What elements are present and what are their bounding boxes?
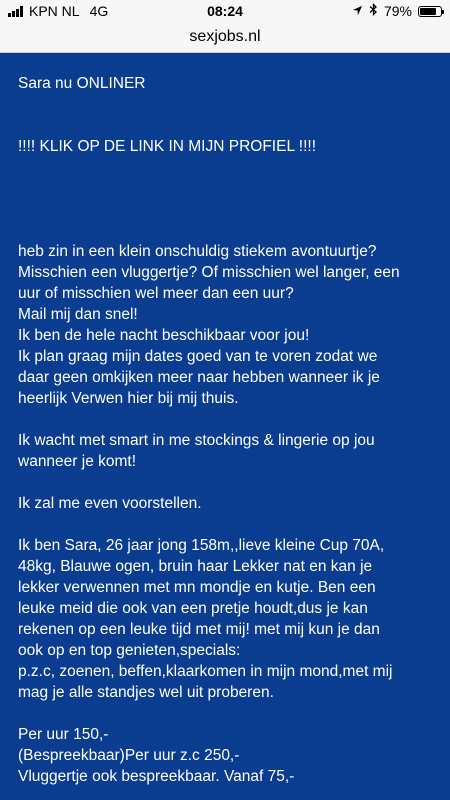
price-line: Vluggertje ook bespreekbaar. Vanaf 75,- — [18, 768, 295, 785]
profile-link-notice: !!!! KLIK OP DE LINK IN MIJN PROFIEL !!!! — [18, 138, 317, 155]
body-line: Ik wacht met smart in me stockings & lingerie op jou — [18, 432, 375, 449]
post-title: Sara nu ONLINER — [18, 75, 146, 92]
battery-percentage: 79% — [383, 3, 412, 19]
body-line: heb zin in een klein onschuldig stiekem avontuurtje? — [18, 243, 377, 260]
description-text — [18, 535, 432, 703]
body-line: Ik ben de hele nacht beschikbaar voor jou! — [18, 327, 310, 344]
body-line: leuke meid die ook van een pretje houdt,dus je kan — [18, 600, 368, 617]
body-line: Ik ben Sara, 26 jaar jong 158m,,lieve kleine Cup 70A, — [18, 537, 385, 554]
body-line: mag je alle standjes wel uit proberen. — [18, 684, 274, 701]
carrier-name: KPN NL — [29, 3, 80, 19]
body-line: 48kg, Blauwe ogen, bruin haar Lekker nat en kan je — [18, 558, 373, 575]
bluetooth-icon — [369, 3, 378, 19]
body-line: ook op en top genieten,specials: — [18, 642, 241, 659]
price-line: (Bespreekbaar)Per uur z.c 250,- — [18, 747, 240, 764]
status-right — [352, 3, 442, 19]
address-bar[interactable] — [0, 22, 450, 53]
clock: 08:24 — [207, 3, 243, 19]
battery-icon — [418, 6, 442, 17]
wait-text — [18, 430, 432, 472]
body-line: rekenen op een leuke tijd met mij! met mij kun je dan — [18, 621, 380, 638]
network-type: 4G — [89, 3, 109, 19]
body-line: daar geen omkijken meer naar hebben wanneer ik je — [18, 369, 380, 386]
body-line: Misschien een vluggertje? Of misschien wel langer, een — [18, 264, 400, 281]
body-text — [18, 241, 432, 409]
intro-text: Ik zal me even voorstellen. — [18, 495, 202, 512]
body-line: lekker verwennen met mn mondje en kutje. Ben een — [18, 579, 376, 596]
body-line: p.z.c, zoenen, beffen,klaarkomen in mijn mond,met mij — [18, 663, 393, 680]
body-line: Mail mij dan snel! — [18, 306, 138, 323]
body-line: uur of misschien wel meer dan een uur? — [18, 285, 294, 302]
price-list — [18, 724, 432, 787]
post-content — [18, 52, 432, 787]
url-text: sexjobs.nl — [189, 28, 261, 45]
price-line: Per uur 150,- — [18, 726, 109, 743]
status-bar — [0, 0, 450, 22]
body-line: heerlijk Verwen hier bij mij thuis. — [18, 390, 239, 407]
status-left — [8, 3, 108, 19]
battery-level — [420, 8, 436, 15]
location-arrow-icon — [352, 3, 363, 19]
body-line: Ik plan graag mijn dates goed van te voren zodat we — [18, 348, 378, 365]
signal-strength-icon — [8, 6, 23, 17]
body-line: wanneer je komt! — [18, 453, 137, 470]
